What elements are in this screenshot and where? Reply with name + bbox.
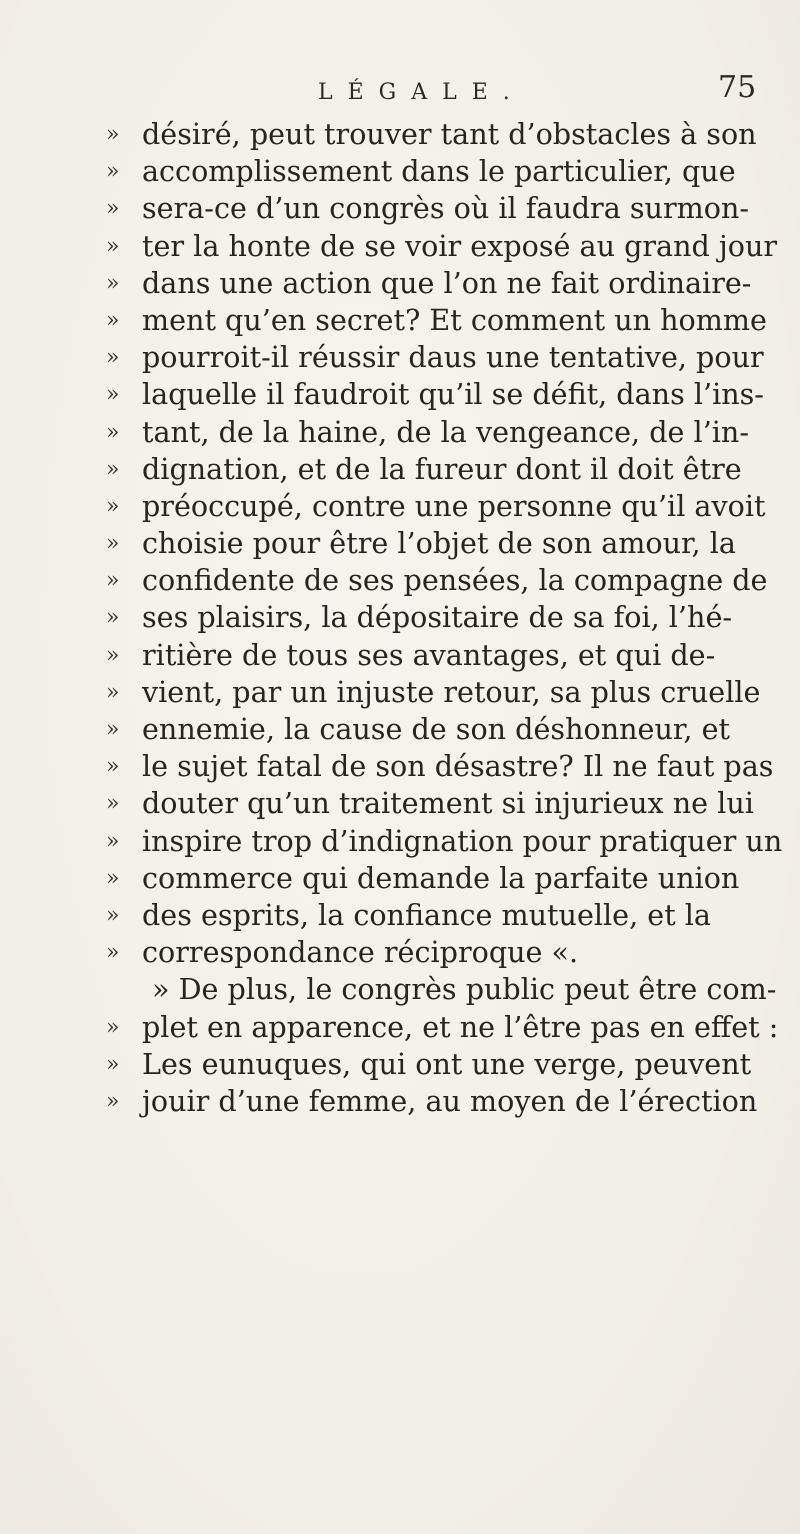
- line-text: laquelle il faudroit qu’il se défit, dans l’ins-: [142, 377, 764, 412]
- line-text: ennemie, la cause de son déshonneur, et: [142, 712, 731, 746]
- text-line: [0, 785, 800, 822]
- text-line: [0, 488, 800, 525]
- line-text: choisie pour être l’objet de son amour, la: [142, 526, 736, 561]
- quote-mark: »: [106, 1088, 120, 1114]
- text-line: [0, 302, 800, 339]
- body-text: [0, 116, 800, 1120]
- quote-mark: »: [106, 568, 120, 594]
- line-text: ritière de tous ses avantages, et qui de-: [142, 637, 716, 672]
- quote-mark: »: [106, 345, 120, 371]
- text-line: [0, 823, 800, 860]
- line-text: correspondance réciproque «.: [142, 935, 579, 970]
- line-text: dans une action que l’on ne fait ordinaire-: [142, 265, 752, 300]
- line-text: Les eunuques, qui ont une verge, peuvent: [142, 1046, 752, 1081]
- line-text: jouir d’une femme, au moyen de l’érection: [142, 1083, 758, 1118]
- line-text: » De plus, le congrès public peut être com-: [152, 972, 777, 1007]
- text-line: [0, 339, 800, 376]
- quote-mark: »: [106, 642, 120, 668]
- text-line: [0, 860, 800, 897]
- quote-mark: »: [106, 531, 120, 557]
- text-line: [0, 265, 800, 302]
- quote-mark: »: [106, 270, 120, 296]
- running-head: LÉGALE.: [318, 80, 525, 105]
- line-text: ses plaisirs, la dépositaire de sa foi, l’hé-: [142, 600, 733, 635]
- quote-mark: »: [106, 493, 120, 519]
- quote-mark: »: [106, 754, 120, 780]
- text-line: [0, 934, 800, 971]
- line-text: vient, par un injuste retour, sa plus cruelle: [142, 674, 761, 709]
- line-text: confidente de ses pensées, la compagne de: [142, 563, 768, 598]
- text-line: [0, 451, 800, 488]
- text-line: [0, 748, 800, 785]
- quote-mark: »: [106, 196, 120, 222]
- quote-mark: »: [106, 791, 120, 817]
- text-line: [0, 228, 800, 265]
- quote-mark: »: [106, 717, 120, 742]
- quote-mark: »: [106, 456, 120, 482]
- text-line: [0, 1046, 800, 1083]
- quote-mark: »: [106, 865, 120, 891]
- line-text: inspire trop d’indignation pour pratiquer un: [142, 823, 783, 858]
- quote-mark: »: [106, 605, 120, 631]
- quote-mark: »: [106, 159, 120, 185]
- paragraph-start-line: [0, 971, 800, 1008]
- line-text: des esprits, la confiance mutuelle, et la: [142, 897, 711, 932]
- text-line: [0, 1009, 800, 1046]
- quote-mark: »: [106, 828, 120, 854]
- text-line: [0, 711, 800, 748]
- text-line: [0, 562, 800, 599]
- line-text: préoccupé, contre une personne qu’il avoit: [142, 488, 766, 523]
- quote-mark: »: [106, 233, 120, 259]
- text-line: [0, 897, 800, 934]
- quote-mark: »: [106, 1014, 120, 1040]
- quote-mark: »: [106, 307, 120, 333]
- line-text: le sujet fatal de son désastre? Il ne faut pas: [142, 749, 774, 784]
- line-text: tant, de la haine, de la vengeance, de l’in-: [142, 414, 750, 449]
- text-line: [0, 414, 800, 451]
- line-text: ment qu’en secret? Et comment un homme: [142, 302, 767, 337]
- line-text: pourroit-il réussir daus une tentative, pour: [142, 340, 764, 375]
- line-text: sera-ce d’un congrès où il faudra surmon-: [142, 191, 750, 226]
- text-line: [0, 674, 800, 711]
- text-line: [0, 525, 800, 562]
- text-line: [0, 153, 800, 190]
- quote-mark: »: [106, 382, 120, 408]
- text-line: [0, 116, 800, 153]
- line-text: commerce qui demande la parfaite union: [142, 860, 740, 895]
- line-text: plet en apparence, et ne l’être pas en effet :: [142, 1009, 779, 1044]
- text-line: [0, 190, 800, 227]
- text-line: [0, 637, 800, 674]
- quote-mark: »: [106, 679, 120, 705]
- quote-mark: »: [106, 419, 120, 445]
- line-text: dignation, et de la fureur dont il doit être: [142, 451, 742, 486]
- line-text: accomplissement dans le particulier, que: [142, 154, 736, 189]
- quote-mark: »: [106, 902, 120, 928]
- line-text: désiré, peut trouver tant d’obstacles à son: [142, 117, 757, 151]
- quote-mark: »: [106, 940, 120, 966]
- quote-mark: »: [106, 1051, 120, 1077]
- quote-mark: »: [106, 122, 120, 147]
- text-line: [0, 1083, 800, 1120]
- text-line: [0, 599, 800, 636]
- text-line: [0, 376, 800, 413]
- page-number: 75: [718, 70, 757, 105]
- line-text: douter qu’un traitement si injurieux ne lui: [142, 786, 754, 821]
- line-text: ter la honte de se voir exposé au grand jour: [142, 228, 778, 263]
